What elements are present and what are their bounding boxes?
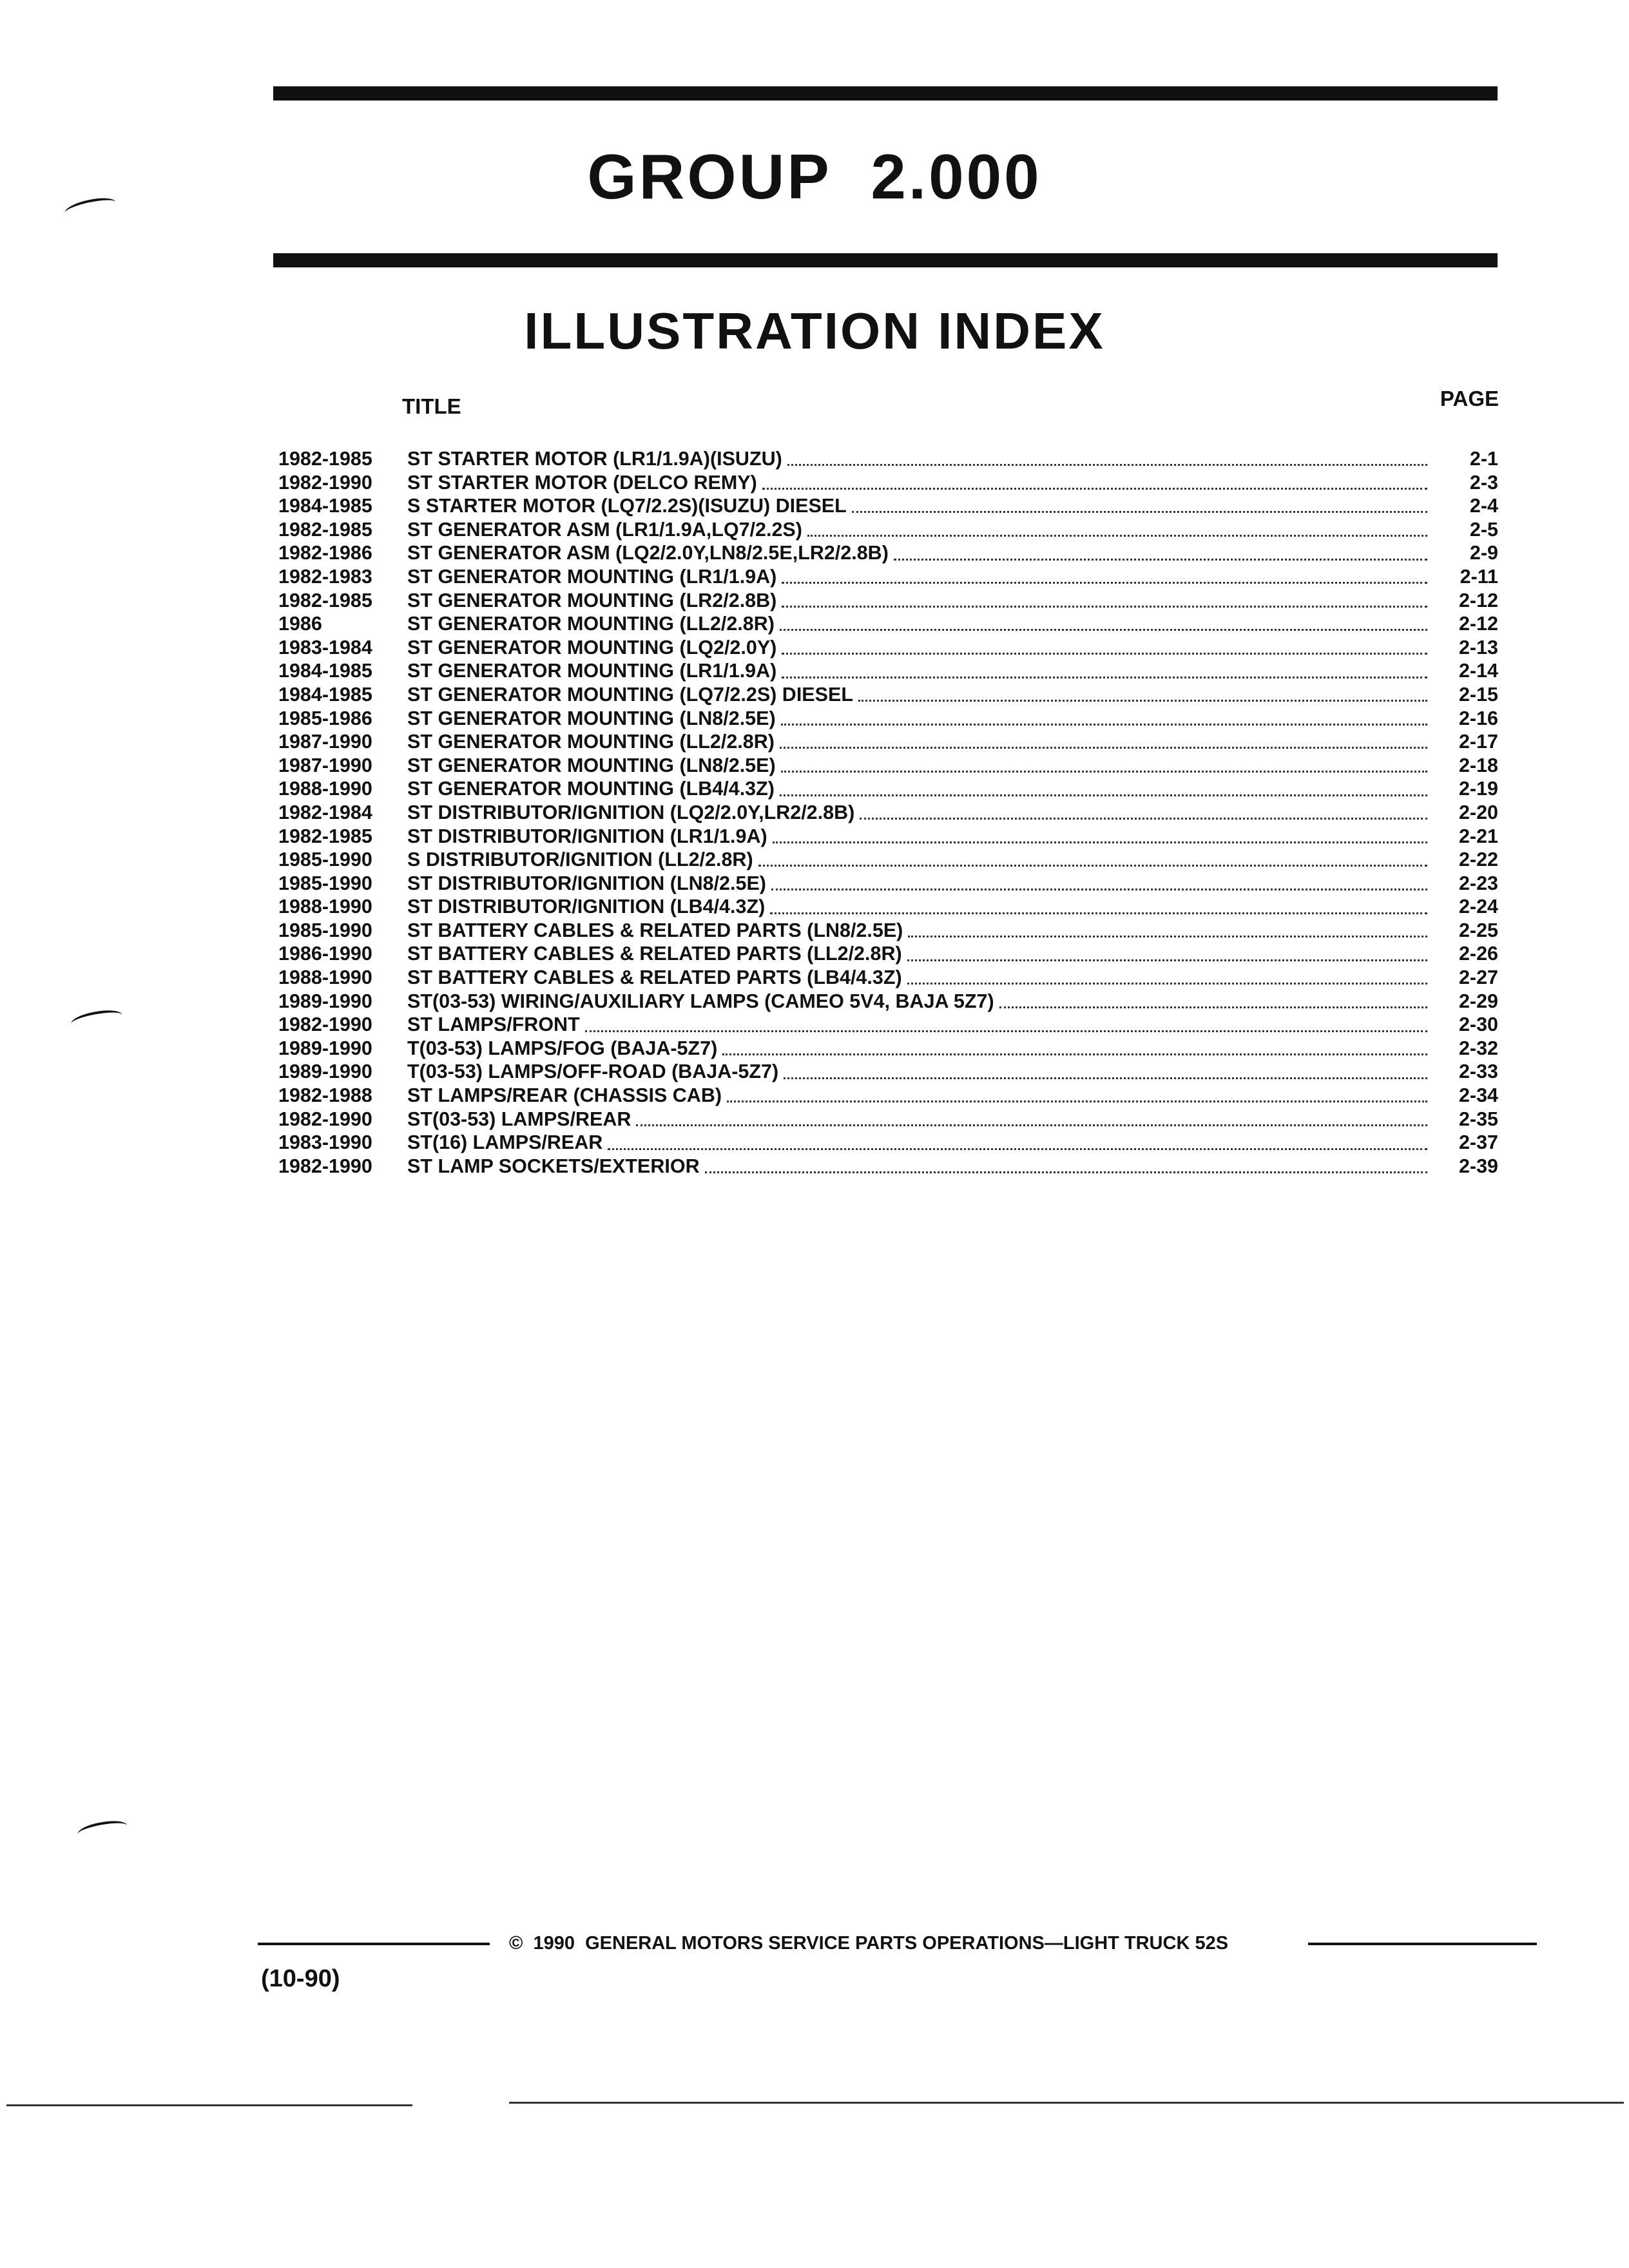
entry-title: T(03-53) LAMPS/OFF-ROAD (BAJA-5Z7) bbox=[407, 1061, 779, 1083]
dot-leader bbox=[894, 557, 1427, 561]
dot-leader bbox=[781, 722, 1427, 726]
entry-years: 1986 bbox=[278, 613, 322, 635]
entry-page: 2-21 bbox=[1458, 825, 1498, 847]
entry-title: ST GENERATOR MOUNTING (LN8/2.5E) bbox=[407, 754, 776, 776]
entry-page: 2-39 bbox=[1458, 1155, 1498, 1177]
entry-years: 1985-1990 bbox=[278, 849, 372, 871]
entry-title: ST GENERATOR ASM (LQ2/2.0Y,LN8/2.5E,LR2/2.8B) bbox=[407, 542, 889, 564]
entry-title: ST GENERATOR MOUNTING (LQ7/2.2S) DIESEL bbox=[407, 683, 853, 706]
title-column-header: TITLE bbox=[402, 394, 461, 418]
entry-years: 1982-1985 bbox=[278, 825, 372, 847]
dot-leader bbox=[781, 769, 1427, 773]
index-entry bbox=[278, 612, 1498, 636]
dot-leader bbox=[782, 651, 1427, 655]
entry-title: ST GENERATOR MOUNTING (LR2/2.8B) bbox=[407, 589, 777, 611]
dot-leader bbox=[770, 910, 1427, 914]
index-entry bbox=[278, 1013, 1498, 1037]
dot-leader bbox=[758, 863, 1427, 867]
entry-years: 1983-1990 bbox=[278, 1131, 372, 1154]
index-entry bbox=[278, 565, 1498, 589]
entry-page: 2-5 bbox=[1469, 518, 1498, 541]
dot-leader bbox=[780, 793, 1427, 796]
dot-leader bbox=[858, 698, 1427, 702]
entry-page: 2-23 bbox=[1458, 872, 1498, 894]
entry-page: 2-27 bbox=[1458, 966, 1498, 989]
entry-page: 2-15 bbox=[1458, 683, 1498, 706]
dot-leader bbox=[907, 981, 1427, 985]
index-entry bbox=[278, 707, 1498, 731]
dot-leader bbox=[705, 1169, 1427, 1173]
dot-leader bbox=[907, 957, 1427, 961]
entry-title: ST DISTRIBUTOR/IGNITION (LR1/1.9A) bbox=[407, 825, 767, 847]
top-rule bbox=[273, 86, 1498, 101]
entry-page: 2-20 bbox=[1458, 801, 1498, 823]
scan-mark-3 bbox=[77, 1818, 129, 1841]
entry-page: 2-19 bbox=[1458, 778, 1498, 800]
entry-page: 2-34 bbox=[1458, 1084, 1498, 1107]
entry-title: S DISTRIBUTOR/IGNITION (LL2/2.8R) bbox=[407, 849, 753, 871]
entry-years: 1984-1985 bbox=[278, 683, 372, 706]
entry-years: 1982-1988 bbox=[278, 1084, 372, 1107]
entry-years: 1985-1990 bbox=[278, 919, 372, 941]
dot-leader bbox=[852, 509, 1427, 513]
index-entry bbox=[278, 541, 1498, 565]
entry-years: 1988-1990 bbox=[278, 896, 372, 918]
dot-leader bbox=[608, 1146, 1427, 1150]
index-entry bbox=[278, 754, 1498, 778]
page-column-header: PAGE bbox=[1440, 387, 1499, 410]
entry-title: ST GENERATOR MOUNTING (LR1/1.9A) bbox=[407, 660, 777, 682]
index-entry bbox=[278, 919, 1498, 943]
scan-line-right bbox=[509, 2102, 1624, 2104]
dot-leader bbox=[780, 627, 1427, 631]
entry-years: 1982-1983 bbox=[278, 565, 372, 588]
entry-page: 2-25 bbox=[1458, 919, 1498, 941]
entry-title: ST STARTER MOTOR (DELCO REMY) bbox=[407, 471, 757, 494]
index-entry bbox=[278, 990, 1498, 1014]
index-entry bbox=[278, 518, 1498, 542]
illustration-index-list bbox=[278, 447, 1498, 1178]
entry-page: 2-24 bbox=[1458, 896, 1498, 918]
entry-title: ST GENERATOR MOUNTING (LL2/2.8R) bbox=[407, 731, 775, 753]
dot-leader bbox=[782, 675, 1427, 678]
entry-years: 1982-1985 bbox=[278, 589, 372, 611]
index-entry bbox=[278, 848, 1498, 872]
entry-title: ST GENERATOR MOUNTING (LN8/2.5E) bbox=[407, 707, 776, 729]
index-entry bbox=[278, 1131, 1498, 1155]
entry-years: 1987-1990 bbox=[278, 754, 372, 776]
entry-years: 1989-1990 bbox=[278, 990, 372, 1012]
entry-title: ST BATTERY CABLES & RELATED PARTS (LL2/2.8R) bbox=[407, 943, 902, 965]
index-entry bbox=[278, 1037, 1498, 1061]
dot-leader bbox=[773, 840, 1427, 843]
revision-code: (10-90) bbox=[261, 1965, 340, 1992]
entry-years: 1983-1984 bbox=[278, 636, 372, 658]
index-entry bbox=[278, 471, 1498, 495]
dot-leader bbox=[860, 816, 1427, 820]
entry-title: ST BATTERY CABLES & RELATED PARTS (LB4/4.3Z) bbox=[407, 966, 902, 989]
entry-title: ST(03-53) LAMPS/REAR bbox=[407, 1108, 631, 1130]
index-entry bbox=[278, 966, 1498, 990]
entry-title: ST DISTRIBUTOR/IGNITION (LN8/2.5E) bbox=[407, 872, 766, 894]
group-title: GROUP 2.000 bbox=[587, 141, 1042, 212]
entry-years: 1988-1990 bbox=[278, 778, 372, 800]
entry-years: 1982-1990 bbox=[278, 1155, 372, 1177]
entry-page: 2-35 bbox=[1458, 1108, 1498, 1130]
entry-page: 2-14 bbox=[1458, 660, 1498, 682]
entry-title: S STARTER MOTOR (LQ7/2.2S)(ISUZU) DIESEL bbox=[407, 495, 847, 517]
copyright-notice: © 1990 GENERAL MOTORS SERVICE PARTS OPERATIONS—LIGHT TRUCK 52S bbox=[509, 1933, 1229, 1954]
index-entry bbox=[278, 636, 1498, 660]
dot-leader bbox=[780, 745, 1427, 749]
entry-title: ST GENERATOR MOUNTING (LR1/1.9A) bbox=[407, 565, 777, 588]
index-entry bbox=[278, 494, 1498, 518]
entry-title: ST(03-53) WIRING/AUXILIARY LAMPS (CAMEO 5V4, BAJA 5Z7) bbox=[407, 990, 994, 1012]
entry-years: 1982-1990 bbox=[278, 471, 372, 494]
footer-rule-left bbox=[258, 1943, 490, 1945]
entry-page: 2-16 bbox=[1458, 707, 1498, 729]
index-entry bbox=[278, 589, 1498, 613]
index-entry bbox=[278, 1084, 1498, 1108]
index-entry bbox=[278, 447, 1498, 471]
index-entry bbox=[278, 683, 1498, 707]
entry-title: ST GENERATOR MOUNTING (LB4/4.3Z) bbox=[407, 778, 775, 800]
dot-leader bbox=[782, 580, 1427, 584]
entry-years: 1989-1990 bbox=[278, 1061, 372, 1083]
entry-page: 2-9 bbox=[1469, 542, 1498, 564]
entry-title: ST LAMP SOCKETS/EXTERIOR bbox=[407, 1155, 700, 1177]
entry-page: 2-12 bbox=[1458, 613, 1498, 635]
entry-years: 1985-1990 bbox=[278, 872, 372, 894]
entry-years: 1985-1986 bbox=[278, 707, 372, 729]
heading-rule bbox=[273, 253, 1498, 267]
entry-page: 2-13 bbox=[1458, 636, 1498, 658]
dot-leader bbox=[807, 533, 1427, 537]
entry-page: 2-30 bbox=[1458, 1014, 1498, 1036]
index-entry bbox=[278, 801, 1498, 825]
entry-years: 1982-1986 bbox=[278, 542, 372, 564]
entry-page: 2-12 bbox=[1458, 589, 1498, 611]
dot-leader bbox=[782, 604, 1427, 608]
entry-page: 2-32 bbox=[1458, 1037, 1498, 1059]
entry-title: ST DISTRIBUTOR/IGNITION (LQ2/2.0Y,LR2/2.8B) bbox=[407, 801, 855, 823]
index-entry bbox=[278, 942, 1498, 966]
index-entry bbox=[278, 659, 1498, 683]
dot-leader bbox=[585, 1028, 1427, 1032]
index-entry bbox=[278, 1155, 1498, 1178]
dot-leader bbox=[722, 1052, 1427, 1055]
dot-leader bbox=[727, 1099, 1427, 1102]
dot-leader bbox=[762, 486, 1427, 490]
entry-title: ST STARTER MOTOR (LR1/1.9A)(ISUZU) bbox=[407, 448, 782, 470]
dot-leader bbox=[908, 934, 1427, 937]
entry-years: 1986-1990 bbox=[278, 943, 372, 965]
index-entry bbox=[278, 1060, 1498, 1084]
entry-title: T(03-53) LAMPS/FOG (BAJA-5Z7) bbox=[407, 1037, 718, 1059]
index-entry bbox=[278, 895, 1498, 919]
entry-page: 2-33 bbox=[1458, 1061, 1498, 1083]
entry-page: 2-4 bbox=[1469, 495, 1498, 517]
entry-title: ST GENERATOR ASM (LR1/1.9A,LQ7/2.2S) bbox=[407, 518, 802, 541]
scan-line-left bbox=[6, 2104, 412, 2106]
index-title: ILLUSTRATION INDEX bbox=[524, 302, 1105, 360]
entry-page: 2-3 bbox=[1469, 471, 1498, 494]
entry-years: 1989-1990 bbox=[278, 1037, 372, 1059]
entry-page: 2-22 bbox=[1458, 849, 1498, 871]
dot-leader bbox=[771, 887, 1427, 890]
entry-page: 2-1 bbox=[1469, 448, 1498, 470]
index-entry bbox=[278, 730, 1498, 754]
entry-years: 1984-1985 bbox=[278, 495, 372, 517]
entry-title: ST BATTERY CABLES & RELATED PARTS (LN8/2.5E) bbox=[407, 919, 903, 941]
entry-page: 2-11 bbox=[1460, 565, 1498, 588]
entry-page: 2-26 bbox=[1458, 943, 1498, 965]
footer-rule-right bbox=[1308, 1943, 1537, 1945]
entry-title: ST LAMPS/REAR (CHASSIS CAB) bbox=[407, 1084, 722, 1107]
entry-years: 1982-1985 bbox=[278, 518, 372, 541]
index-entry bbox=[278, 777, 1498, 801]
entry-page: 2-29 bbox=[1458, 990, 1498, 1012]
dot-leader bbox=[999, 1004, 1427, 1008]
dot-leader bbox=[636, 1122, 1427, 1126]
entry-years: 1984-1985 bbox=[278, 660, 372, 682]
entry-years: 1987-1990 bbox=[278, 731, 372, 753]
index-entry bbox=[278, 1108, 1498, 1131]
index-entry bbox=[278, 825, 1498, 849]
entry-title: ST DISTRIBUTOR/IGNITION (LB4/4.3Z) bbox=[407, 896, 766, 918]
entry-years: 1988-1990 bbox=[278, 966, 372, 989]
scan-mark-2 bbox=[70, 1007, 124, 1032]
index-entry bbox=[278, 872, 1498, 896]
entry-years: 1982-1984 bbox=[278, 801, 372, 823]
entry-title: ST LAMPS/FRONT bbox=[407, 1014, 580, 1036]
entry-years: 1982-1990 bbox=[278, 1108, 372, 1130]
entry-page: 2-18 bbox=[1458, 754, 1498, 776]
dot-leader bbox=[787, 462, 1427, 466]
entry-years: 1982-1990 bbox=[278, 1014, 372, 1036]
entry-title: ST GENERATOR MOUNTING (LQ2/2.0Y) bbox=[407, 636, 777, 658]
entry-years: 1982-1985 bbox=[278, 448, 372, 470]
dot-leader bbox=[784, 1075, 1427, 1079]
entry-page: 2-17 bbox=[1458, 731, 1498, 753]
entry-page: 2-37 bbox=[1458, 1131, 1498, 1154]
entry-title: ST GENERATOR MOUNTING (LL2/2.8R) bbox=[407, 613, 775, 635]
entry-title: ST(16) LAMPS/REAR bbox=[407, 1131, 603, 1154]
